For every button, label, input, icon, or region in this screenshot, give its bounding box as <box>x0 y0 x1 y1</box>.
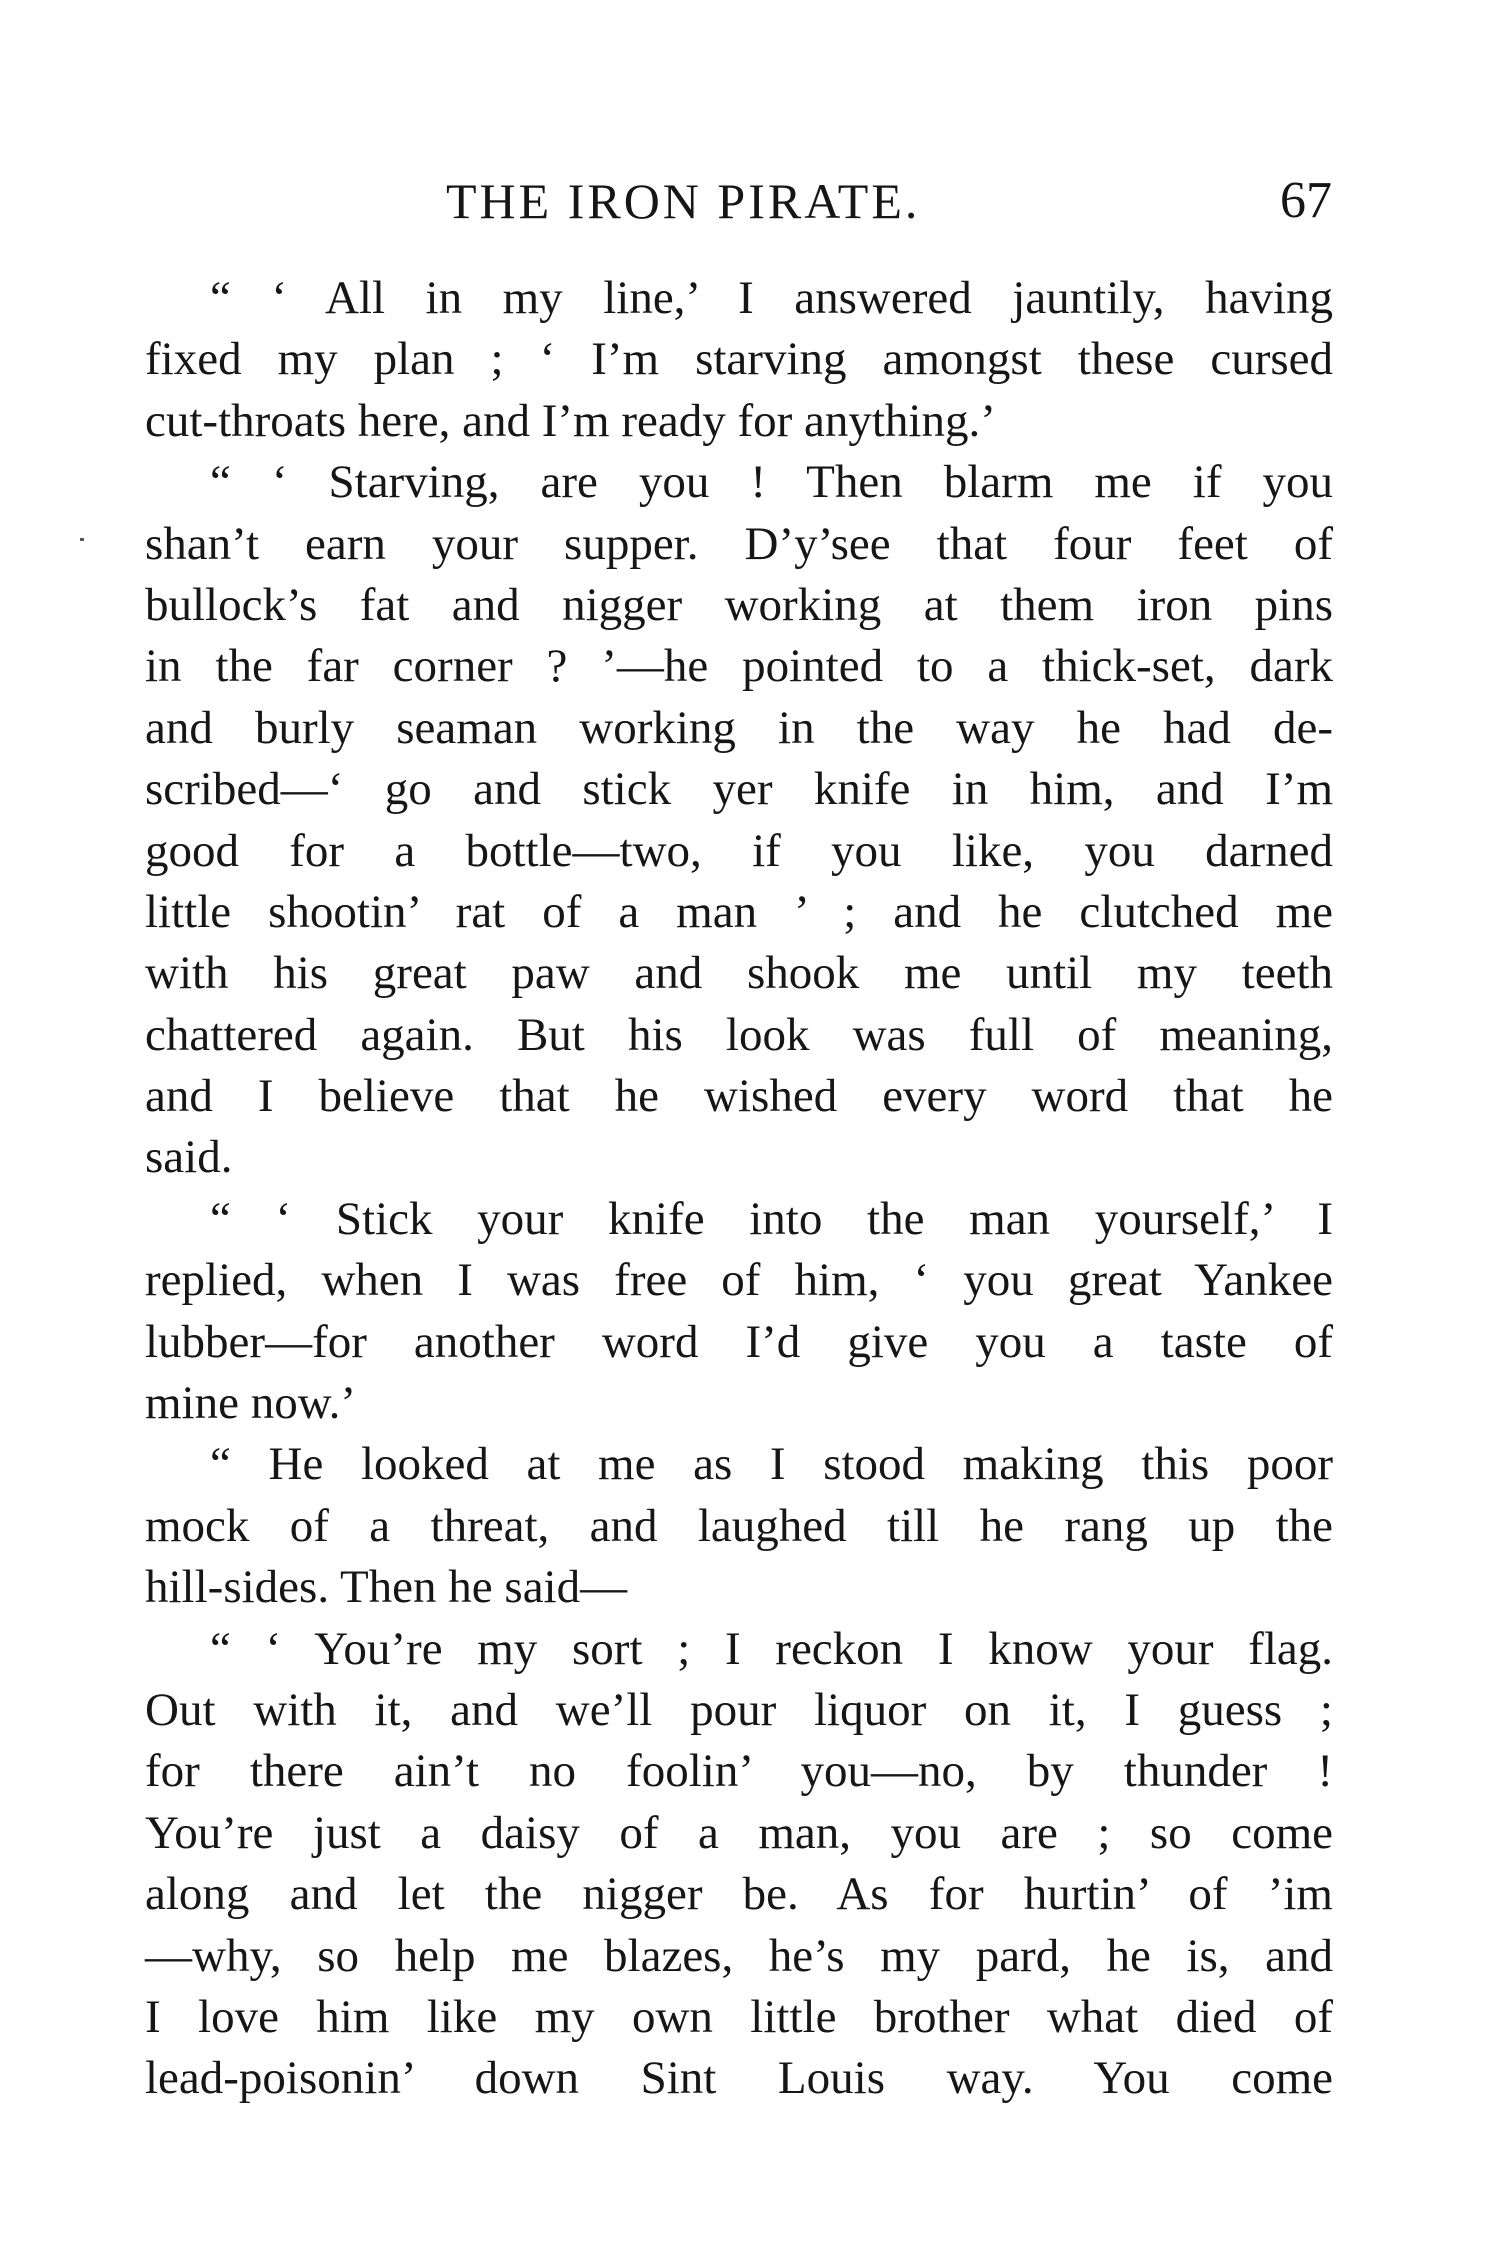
text-line: and burly seaman working in the way he had de- <box>145 701 1333 754</box>
body-text <box>145 268 1333 2110</box>
text-line: shan’t earn your supper. D’y’see that four feet of <box>145 517 1333 570</box>
text-line: “ ‘ Stick your knife into the man yourself,’ I <box>210 1192 1333 1245</box>
text-line: bullock’s fat and nigger working at them iron pins <box>145 578 1333 631</box>
page-number: 67 <box>1280 172 1332 229</box>
text-line: with his great paw and shook me until my teeth <box>145 947 1333 1000</box>
text-line: I love him like my own little brother what died of <box>145 1990 1333 2043</box>
running-head-title: THE IRON PIRATE. <box>446 173 921 229</box>
text-line: fixed my plan ; ‘ I’m starving amongst these cursed <box>145 333 1333 386</box>
text-line: “ He looked at me as I stood making this poor <box>210 1438 1333 1491</box>
text-line: lubber—for another word I’d give you a taste of <box>145 1315 1333 1368</box>
text-line: replied, when I was free of him, ‘ you great Yankee <box>145 1254 1333 1307</box>
text-line: chattered again. But his look was full of meaning, <box>145 1008 1333 1061</box>
text-line: hill-sides. Then he said— <box>145 1561 628 1614</box>
text-line: in the far corner ? ’—he pointed to a thick-set, dark <box>145 640 1333 693</box>
text-line: “ ‘ All in my line,’ I answered jauntily, having <box>210 272 1333 324</box>
text-line: cut-throats here, and I’m ready for anything.’ <box>145 394 996 447</box>
text-line: good for a bottle—two, if you like, you darned <box>145 824 1333 877</box>
text-line: You’re just a daisy of a man, you are ; so come <box>145 1806 1333 1859</box>
text-line: little shootin’ rat of a man ’ ; and he clutched me <box>145 885 1333 938</box>
text-line: mock of a threat, and laughed till he rang up the <box>145 1499 1333 1552</box>
text-line: “ ‘ Starving, are you ! Then blarm me if you <box>210 456 1333 509</box>
margin-speck <box>80 538 84 541</box>
text-line: said. <box>145 1131 233 1184</box>
text-line: and I believe that he wished every word that he <box>145 1070 1333 1123</box>
text-line: mine now.’ <box>145 1377 357 1430</box>
text-line: Out with it, and we’ll pour liquor on it, I guess ; <box>145 1683 1333 1736</box>
text-line: “ ‘ You’re my sort ; I reckon I know your flag. <box>210 1622 1333 1675</box>
text-line: scribed—‘ go and stick yer knife in him, and I’m <box>145 763 1333 816</box>
text-line: —why, so help me blazes, he’s my pard, he is, and <box>145 1929 1333 1982</box>
text-line: for there ain’t no foolin’ you—no, by thunder ! <box>145 1745 1333 1798</box>
text-line: along and let the nigger be. As for hurtin’ of ’im <box>145 1868 1333 1921</box>
text-line: lead-poisonin’ down Sint Louis way. You come <box>145 2052 1333 2105</box>
running-head <box>150 166 1332 236</box>
